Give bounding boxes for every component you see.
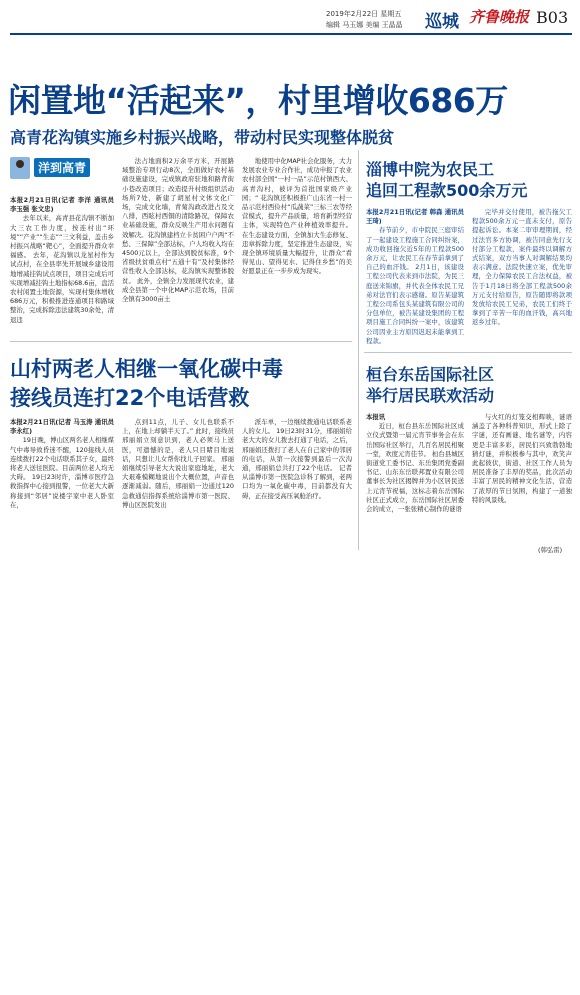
community-story-column-2 — [472, 413, 572, 545]
community-headline-line-1: 桓台东岳国际社区 — [366, 365, 495, 384]
carbon-story-byline: 本报2月21日讯(记者 马玉涛 通讯员 李永红) — [10, 418, 114, 436]
column-badge — [10, 157, 110, 177]
community-story-credit: (韩弘雷) — [538, 546, 563, 554]
carbon-headline-line-2: 接线员连打22个电话营救 — [10, 386, 250, 410]
carbon-story-column-3 — [242, 418, 352, 553]
column-badge-label: 洋到高青 — [34, 158, 90, 177]
main-story-column-3 — [242, 157, 352, 337]
court-story-text-2: 完毕并交付使用，被告拖欠工程款500余万元一直未支付，原告提起诉讼。本案二审审理期间，经过法官多方协调，被告同意先行支付部分工程款，案件最终以调解方式结案，双方当事人对调解结果均表示满意。法院快速立案，优先审理，全力保障农民工合法权益，被告于1月18日将全部工程款500余万元支付给原告，原告随即将款项发放给农民工兄弟，农民工们终于拿到了辛苦一年的血汗钱，高兴地返乡过年。 — [472, 208, 572, 327]
community-story-text-1: 近日，桓台县东岳国际社区成立仪式暨第一届元宵节事务会在东岳国际社区举行，几百名居民相聚一堂，欢度元宵佳节。 桓台县城区街道党工委书记、东岳集团党委副书记、山东东岳联邦置业有限公司董事长为社区揭牌并为小区居民送上元宵节祝福，这标志着东岳国际社区正式成立，东岳国际社区居委会的成立，一张张精心制作的谜语 — [366, 422, 464, 514]
court-story-column-2 — [472, 208, 572, 350]
main-story-byline: 本报2月21日讯(记者 李洋 通讯员 李玉强 张文忠) — [10, 196, 114, 214]
header-rule — [10, 33, 572, 35]
main-story-text-2: 法占地面积2万余平方米，开展路域整治专项行动8次，全面做好农村基础设施建设，完成镇政府驻地和路背街小巷改造项目；改造提升村级组织活动场所7处，新建了胡星村文体文化广场，完成文化墙，青菊沟政改进占及文八排，西眩村西铜的清除路况，保障农业基础设施，群众反映生产用水问题有效解决。花沟镇建档立卡贫困户户两“不愁、三保障”全部达标，户人均收入均在4500元以上，全部达到脱贫标准，9个省级扶贫重点村“五通十有”及村集体经营性收入全部达标，花沟镇实现整体脱贫。 此外，全镇全力发展现代农业，建成全县第一个中化MAP示范农场，目前全镇有3000亩土 — [122, 157, 234, 304]
community-headline-line-2: 举行居民联欢活动 — [366, 386, 495, 405]
carbon-story-text-3: 派车单，一边继续拨通电话联系老人的女儿。 19日23时31分，邢丽娟给老大大的女儿拨去打通了电话，之后，邢丽娟还拨打了老人在自己家中的邻居的电话，从第一次接警到最后一次沟通，邢丽娟总共打了22个电话。 记者从淄博市第一医院急诊科了解到，老两口均为一氧化碳中毒，目前都没有大碍，正在接受高压氧舱治疗。 — [242, 418, 352, 500]
section-divider-left — [10, 341, 352, 342]
carbon-headline-line-1: 山村两老人相继一氧化碳中毒 — [10, 357, 283, 381]
court-headline-line-2: 追回工程款500余万元 — [366, 181, 528, 200]
paper-logo: 齐鲁晚报 — [469, 8, 530, 26]
court-headline-line-1: 淄博中院为农民工 — [366, 160, 495, 179]
carbon-story-text-2: 点到11点，儿子、女儿也联系不上，在地上却躺半天了。” 此时，接线员邢丽娟立刻意识到，老人必须马上送医，可遗憾的是，老人只目睹目地说话，只想让儿女帮你找儿子回家。 邢丽娟继续引导老大大说出家庭地址，老大大艰难模糊地说出个大概位置，声音也逐渐减弱。随后，邢丽娟一边通过120急救通信指挥系统给淄博市第一医院、博山区医院发出 — [122, 418, 234, 509]
editors-credit: 编辑 马玉娜 美编 王晶晶 — [326, 21, 403, 29]
carbon-story-column-1 — [10, 418, 114, 553]
issue-date: 2019年2月22日 星期五 — [326, 10, 402, 18]
carbon-story-column-2 — [122, 418, 234, 553]
main-headline: 闲置地“活起来”，村里增收686万 — [8, 81, 508, 120]
main-story-column-1 — [10, 196, 114, 336]
section-divider-right — [364, 352, 572, 353]
main-subhead: 高青花沟镇实施乡村振兴战略，带动村民实现整体脱贫 — [10, 128, 395, 147]
main-story-text-1: 去年以来，高青县花沟镇不断加大三农工作力度，按连村出“环境”“产业”“生态”“三文利益，盖击乡村振兴战略“靶心”，全面提升群众幸福感。 去年，花沟镇以龙星村作为试点村，在全县率先开展城乡建设用地增减挂钩试点项目，项目完成后可实现增减挂钩土地指标68.6亩，盘活农村闲置土地资源，实现村集体增收686万元，积极推进连通项目和路域整治，完成拆除违法建筑30余处，清退违 — [10, 214, 114, 324]
court-story-text-1: 春节前夕，市中院民三庭审结了一起建设工程施工合同纠纷案，成功收回拖欠近5年的工程款500余万元，让农民工在春节前拿到了自己的血汗钱。 2月1日，该建设工程公司代表来到市法院，为民三庭送来锦旗，并代表全体农民工兄弟对法官们表示感谢。原告某建筑工程公司系包头某建筑有限公司的分包单位，被告某建设集团的工程项目施工合同纠纷一案中，该建筑公司因业主方原因迟迟未能拿到工程款。 — [366, 226, 464, 345]
community-story-column-1 — [366, 413, 464, 553]
court-story-column-1 — [366, 208, 464, 350]
community-story-byline: 本报讯 — [366, 413, 386, 421]
community-story-text-2: 与火红的灯笼交相辉映，谜语涵盖了各种科普知识，形式上除了字谜，还有画谜、地名谜等，内容更是丰富多彩，居民们兴致勃勃地猜灯谜，并积极参与其中，欢笑声此起彼伏，街道、社区工作人员为居民准备了丰厚的奖品，此次活动丰富了居民的精神文化生活，营造了浓厚的节日氛围，构建了一道独特的风景线。 — [472, 413, 572, 504]
column-divider — [358, 150, 359, 550]
court-story-byline: 本报2月21日讯(记者 韩森 通讯员 王琦) — [366, 208, 464, 226]
carbon-story-text-1: 19日晚，博山区两名老人相继煤气中毒导致昏迷不醒，120接线人员连续拨打22个电话联系其子女，最终将老人送往医院。目前两位老人均无大碍。 19日23时许，淄博市医疗急救指挥中心接到报警，一位老大大新称接到“邻居”说楼宇家中老人卧室在， — [10, 436, 114, 509]
main-story-column-2 — [122, 157, 234, 337]
reporter-avatar-icon — [10, 157, 30, 179]
page-number: B03 — [536, 8, 569, 27]
main-story-text-3: 地使用中化MAP社会化服务，大力发展农业专业合作社，成功申报了农业农村部全国“一村一品”示范村镇西大、高青沟村，被评为首批国家级产业园；“ 花沟镇还积极推广山东省一村一品示范村西俭村“瓜蔬菜”三标三农等经营模式，提升产品质量，培育新型经营主体，实现特色产业种植效率提升。 在生态建设方面，全镇加大生态修复、违章拆除力度，坚定推进生态建设，实现全镇环境质量大幅提升，让群众“看得见山、望得见水、记得住乡愁”的美好愿景正在一步步成为现实。 — [242, 157, 352, 276]
section-name: 巡城 — [425, 12, 459, 32]
